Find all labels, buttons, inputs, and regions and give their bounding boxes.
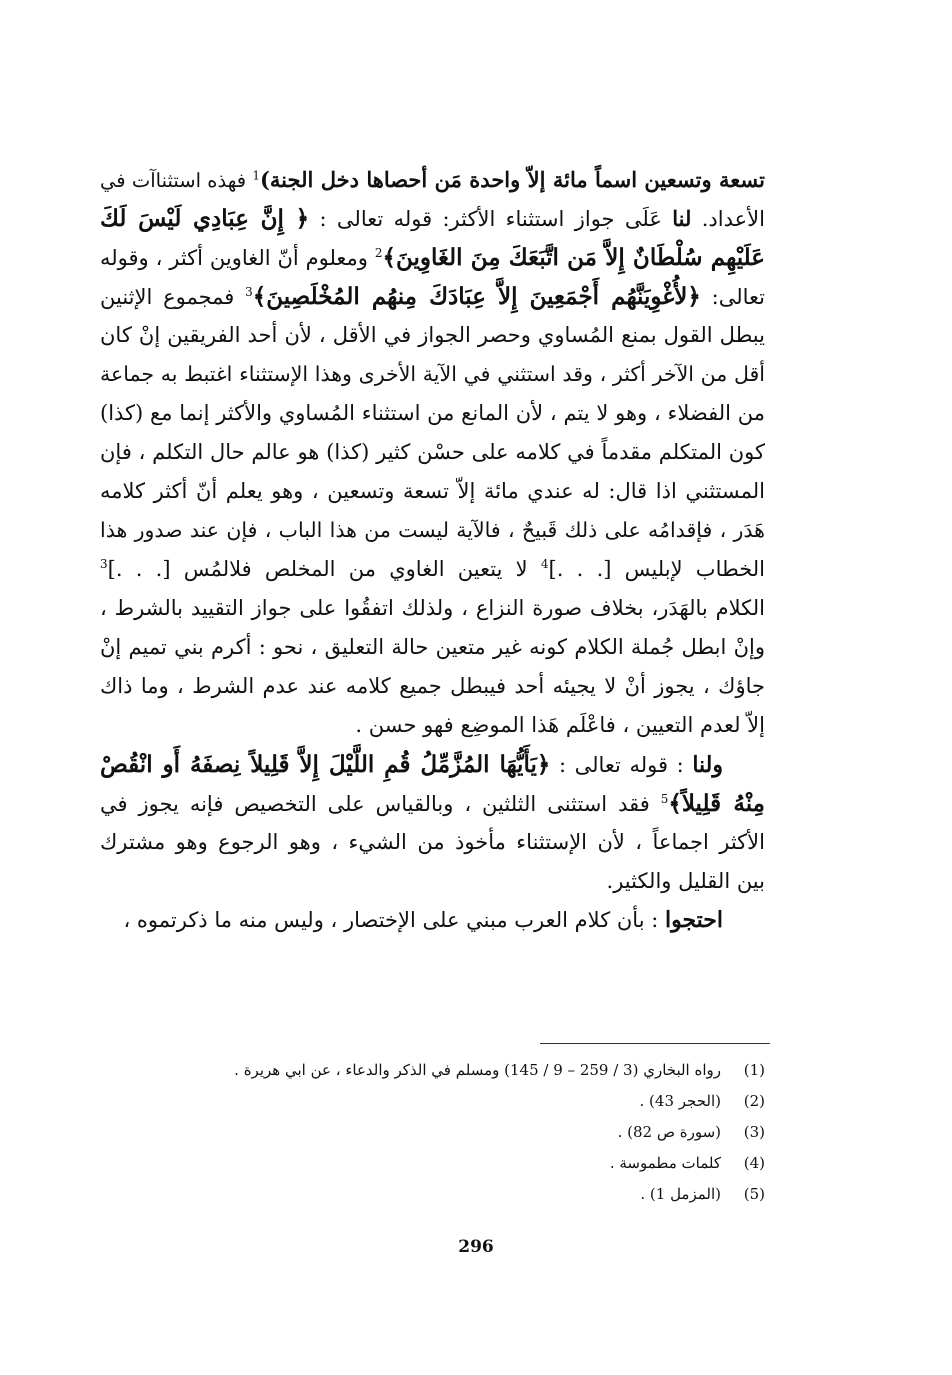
section-keyword: لنا: [672, 206, 692, 231]
text-span: الخطاب لإبليس [. . .]: [548, 557, 765, 581]
text-line: [100, 277, 765, 316]
footnote: [140, 1086, 765, 1117]
footnote-ref: 2: [374, 246, 383, 260]
text-line: [100, 160, 765, 199]
text-span: لا يتعين الغاوي من المخلص فلالمُس [. . .]: [107, 557, 541, 581]
footnote-divider: [540, 1043, 770, 1044]
text-line: جاؤك ، يجوز أنْ لا يجيئه أحد فيبطل جميع كلامه عند عدم الشرط ، وما ذاك: [100, 674, 765, 698]
footnote: [140, 1055, 765, 1086]
quran-verse: ﴿لأُغْوِيَنَّهُم أَجْمَعِينَ إِلاَّ عِبَادَكَ مِنهُم المُخْلَصِينَ﴾: [252, 283, 701, 310]
text-line: وإنْ ابطل جُملة الكلام كونه غير متعين حالة التعليق ، نحو : أكرم بني تميم إنْ: [100, 635, 765, 659]
text-span: : قوله تعالى :: [550, 753, 693, 777]
section-keyword: ولنا: [692, 752, 723, 778]
text-span: عَلَى جواز استثناء الأكثر: قوله تعالى :: [309, 207, 673, 231]
text-line: [100, 784, 765, 823]
text-line: [100, 550, 765, 589]
text-line: كون المتكلم مقدماً في كلامه على حسْن كثير (كذا) هو عالم حال التكلم ، فإن: [100, 440, 765, 464]
text-line: بين القليل والكثير.: [606, 869, 765, 893]
text-span: الأعداد.: [691, 207, 765, 231]
text-line: [100, 199, 765, 238]
footnote-ref: 4: [540, 557, 549, 571]
footnote: [140, 1179, 765, 1210]
footnote-ref: 1: [252, 168, 260, 183]
quran-verse: ﴿يَأَيُّهَا المُزَّمِّلُ قُمِ اللَّيْلَ إِلاَّ قَلِيلاً نِصفَهُ أَو انْقُصْ: [100, 751, 551, 778]
quran-verse: مِنْهُ قَلِيلاً﴾: [668, 790, 765, 817]
footnote-number: (5): [743, 1185, 765, 1203]
section-keyword: احتجوا: [664, 907, 723, 933]
text-line: إلاّ لعدم التعيين ، فاعْلَم هَذا الموضِع فهو حسن .: [355, 713, 765, 737]
text-span: فهذه استثناآت في: [100, 169, 253, 192]
text-span: تعالى:: [700, 285, 766, 309]
footnote-number: (1): [743, 1061, 765, 1079]
footnote-text: (الحجر 43) .: [639, 1092, 721, 1110]
text-span: ومعلوم أنّ الغاوين أكثر ، وقوله: [100, 246, 375, 270]
text-line: يبطل القول بمنع المُساوي وحصر الجواز في الأقل ، لأن أحد الفريقين إنْ كان: [100, 323, 765, 347]
text-line: الأكثر اجماعاً ، لأن الإستثناء مأخوذ من الشيء ، وهو الرجوع وهو مشترك: [100, 830, 765, 854]
text-line: هَدَر ، فإقدامُه على ذلك قَبيحٌ ، فالآية ليست من هذا الباب ، فإن عند صدور هذا: [100, 518, 765, 542]
footnote: [140, 1117, 765, 1148]
footnote-number: (4): [743, 1154, 765, 1172]
text-line: أقل من الآخر أكثر ، وقد استثني في الآية الأخرى وهذا الإستثناء اغتبط به جماعة: [100, 362, 765, 386]
footnote-number: (2): [743, 1092, 765, 1110]
footnote-number: (3): [743, 1123, 765, 1141]
text-span: فمجموع الإثنين: [100, 285, 246, 309]
text-line: [100, 901, 765, 940]
footnotes: [140, 1055, 765, 1210]
quran-verse: ﴿ إِنَّ عِبَادِي لَيْسَ لَكَ: [100, 205, 310, 232]
footnote-ref: 3: [100, 557, 108, 571]
footnote-ref: 5: [660, 792, 669, 806]
footnote-text: رواه البخاري (3 / 259 – 9 / 145) ومسلم في الذكر والدعاء ، عن ابي هريرة .: [234, 1061, 721, 1079]
text-span: فقد استثنى الثلثين ، وبالقياس على التخصيص فإنه يجوز في: [100, 792, 661, 816]
text-line: [100, 745, 765, 784]
footnote-text: (سورة ص 82) .: [617, 1123, 721, 1141]
quran-verse: عَلَيْهِم سُلْطَانٌ إِلاَّ مَن اتَّبَعَكَ مِنَ الغَاوِينَ﴾: [382, 244, 765, 271]
footnote-text: كلمات مطموسة .: [609, 1154, 721, 1172]
text-line: الكلام بالهَدَر، بخلاف صورة النزاع ، ولذلك اتفقُوا على جواز التقييد بالشرط ،: [100, 596, 765, 620]
text-line: من الفضلاء ، وهو لا يتم ، لأن المانع من استثناء المُساوي والأكثر إنما مع (كذا): [100, 401, 765, 425]
hadith-quote: تسعة وتسعين اسماً مائة إلاّ واحدة مَن أحصاها دخل الجنة): [259, 167, 765, 192]
footnote-text: (المزمل 1) .: [640, 1185, 721, 1203]
text-line: [100, 238, 765, 277]
main-text: [100, 160, 765, 940]
footnote: [140, 1148, 765, 1179]
page-number: 296: [458, 1237, 494, 1257]
text-line: المستثني اذا قال: له عندي مائة إلاّ تسعة وتسعين ، وهو يعلم أنّ أكثر كلامه: [100, 479, 765, 503]
text-span: : بأن كلام العرب مبني على الإختصار ، وليس منه ما ذكرتموه ،: [123, 908, 665, 932]
footnote-ref: 3: [245, 285, 253, 299]
